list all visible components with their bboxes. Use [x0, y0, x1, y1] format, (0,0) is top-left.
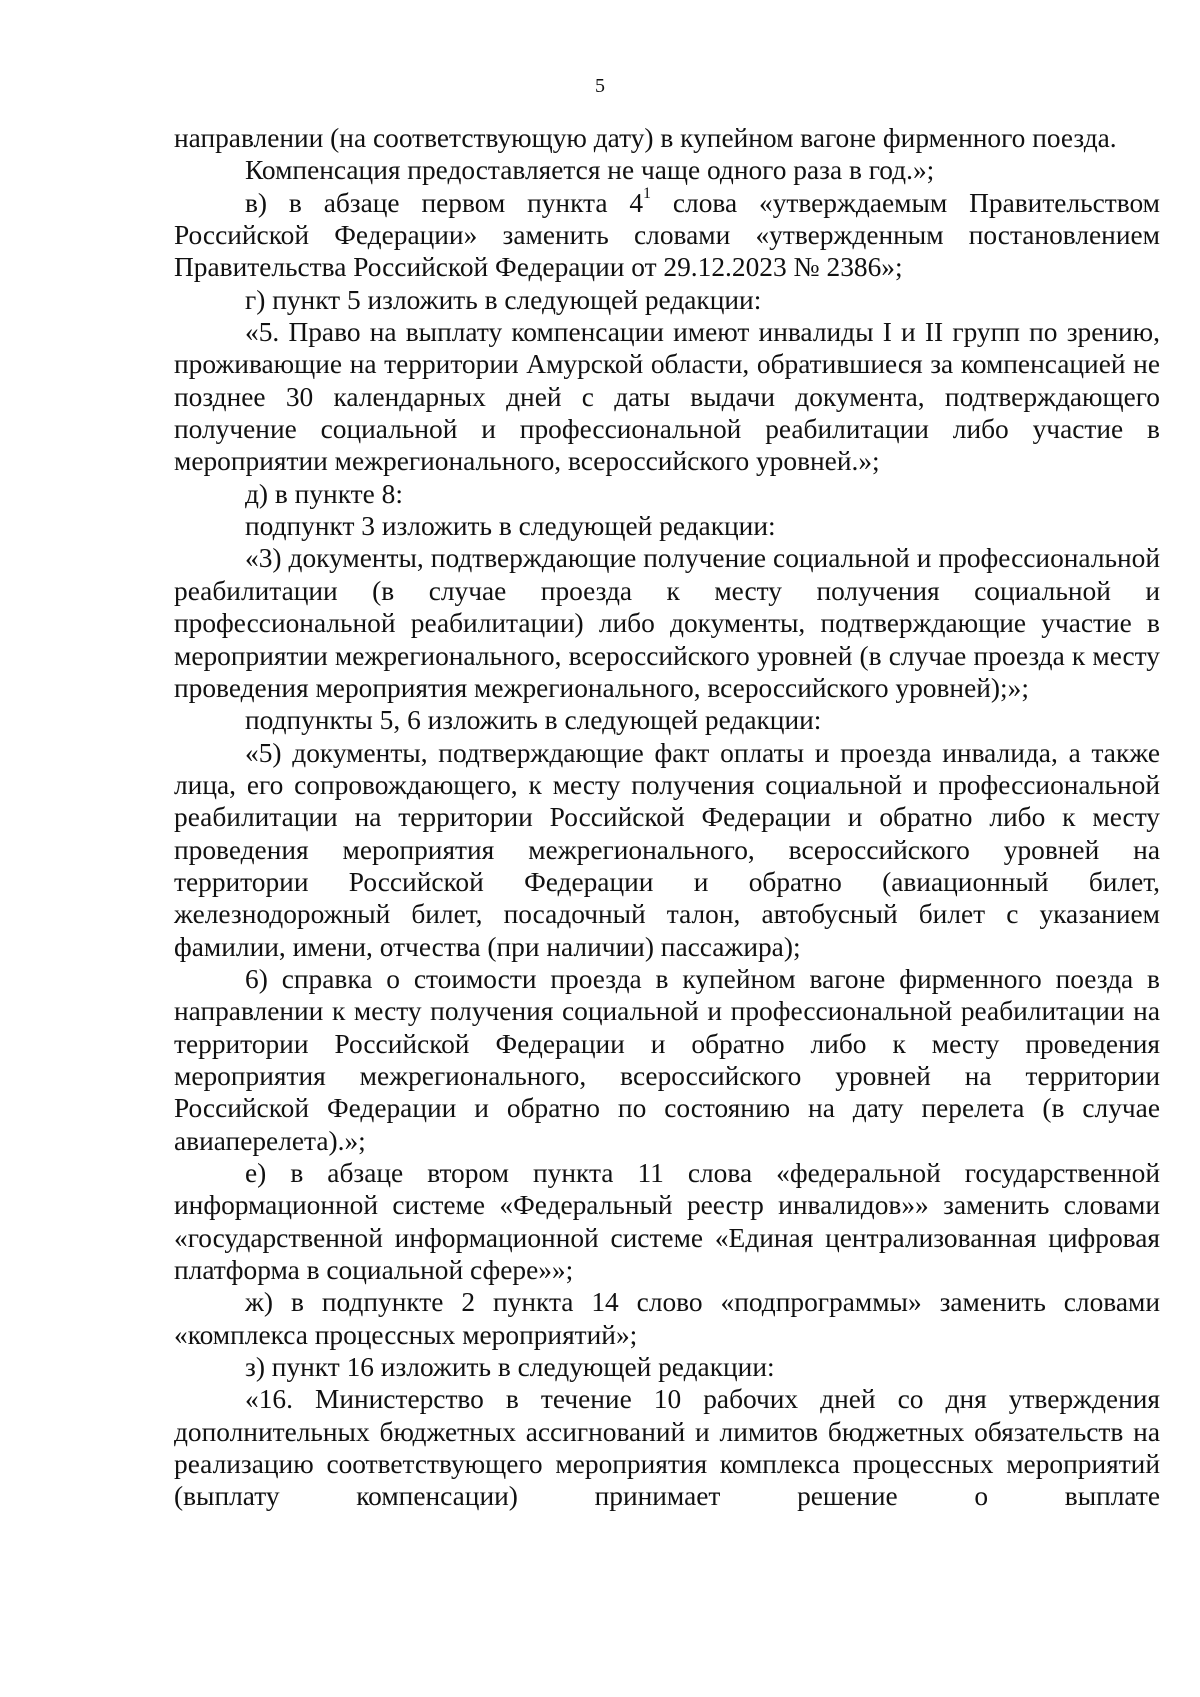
paragraph-item-d: д) в пункте 8: — [245, 478, 403, 509]
paragraph-subpoint-6: 6) справка о стоимости проезда в купейном вагоне фирменного поезда в направлении к месту получения социальной и профессиональной реабилитации на территории Российской Федерации и обратно либо к месту проведения мероприятия межрегионального, всероссийского уровней на территории Российской Федерации и обратно по состоянию на дату перелета (в случае авиаперелета).»; — [174, 963, 1160, 1156]
paragraph-item-z: з) пункт 16 изложить в следующей редакции: — [245, 1352, 775, 1383]
item-v-text-start: в) в абзаце первом пункта 4 — [245, 187, 644, 218]
item-v-text-end: слова «утверждаемым Правительством Российской Федерации» заменить словами «утвержденным постановлением Правительства Российской Федерации от 29.12.2023 № 2386»; — [174, 187, 1160, 283]
paragraph-item-e: е) в абзаце втором пункта 11 слова «федеральной государственной информационной системе «Федеральный реестр инвалидов»» заменить словами «государственной информационной системе «Единая централизованная цифровая платформа в социальной сфере»»; — [174, 1158, 1160, 1286]
page-number: 5 — [595, 75, 605, 97]
paragraph-point-5: «5. Право на выплату компенсации имеют инвалиды I и II групп по зрению, проживающие на территории Амурской области, обратившиеся за компенсацией не позднее 30 календарных дней с даты выдачи документа, подтверждающего получение социальной и профессиональной реабилитации либо участие в мероприятии межрегионального, всероссийского уровней.»; — [174, 317, 1160, 477]
item-v-superscript: 1 — [643, 184, 652, 202]
paragraph-compensation-frequency: Компенсация предоставляется не чаще одного раза в год.»; — [245, 155, 935, 186]
paragraph-subpoint-3: «3) документы, подтверждающие получение социальной и профессиональной реабилитации (в случае проезда к месту получения социальной и профессиональной реабилитации) либо документы, подтверждающие участие в мероприятии межрегионального, всероссийского уровней (в случае проезда к месту проведения мероприятия межрегионального, всероссийского уровней);»; — [174, 543, 1160, 703]
paragraph-subpoints-5-6-intro: подпункты 5, 6 изложить в следующей редакции: — [245, 705, 822, 736]
paragraph-subpoint-5: «5) документы, подтверждающие факт оплаты и проезда инвалида, а также лица, его сопровождающего, к месту получения социальной и профессиональной реабилитации на территории Российской Федерации и обратно либо к месту проведения мероприятия межрегионального, всероссийского уровней на территории Российской Федерации и обратно (авиационный билет, железнодорожный билет, посадочный талон, автобусный билет с указанием фамилии, имени, отчества (при наличии) пассажира); — [174, 737, 1160, 962]
paragraph-continuation: направлении (на соответствующую дату) в купейном вагоне фирменного поезда. — [174, 123, 1117, 153]
paragraph-item-zh: ж) в подпункте 2 пункта 14 слово «подпрограммы» заменить словами «комплекса процессных мероприятий»; — [174, 1287, 1160, 1350]
paragraph-subpoint-3-intro: подпункт 3 изложить в следующей редакции: — [245, 511, 776, 542]
document-body — [174, 122, 1160, 1513]
paragraph-item-v — [174, 184, 1160, 284]
paragraph-point-16: «16. Министерство в течение 10 рабочих дней со дня утверждения дополнительных бюджетных ассигнований и лимитов бюджетных обязательств на реализацию соответствующего мероприятия комплекса процессных мероприятий (выплату компенсации) принимает решение о выплате — [174, 1384, 1160, 1512]
paragraph-item-g: г) пункт 5 изложить в следующей редакции: — [245, 284, 762, 315]
